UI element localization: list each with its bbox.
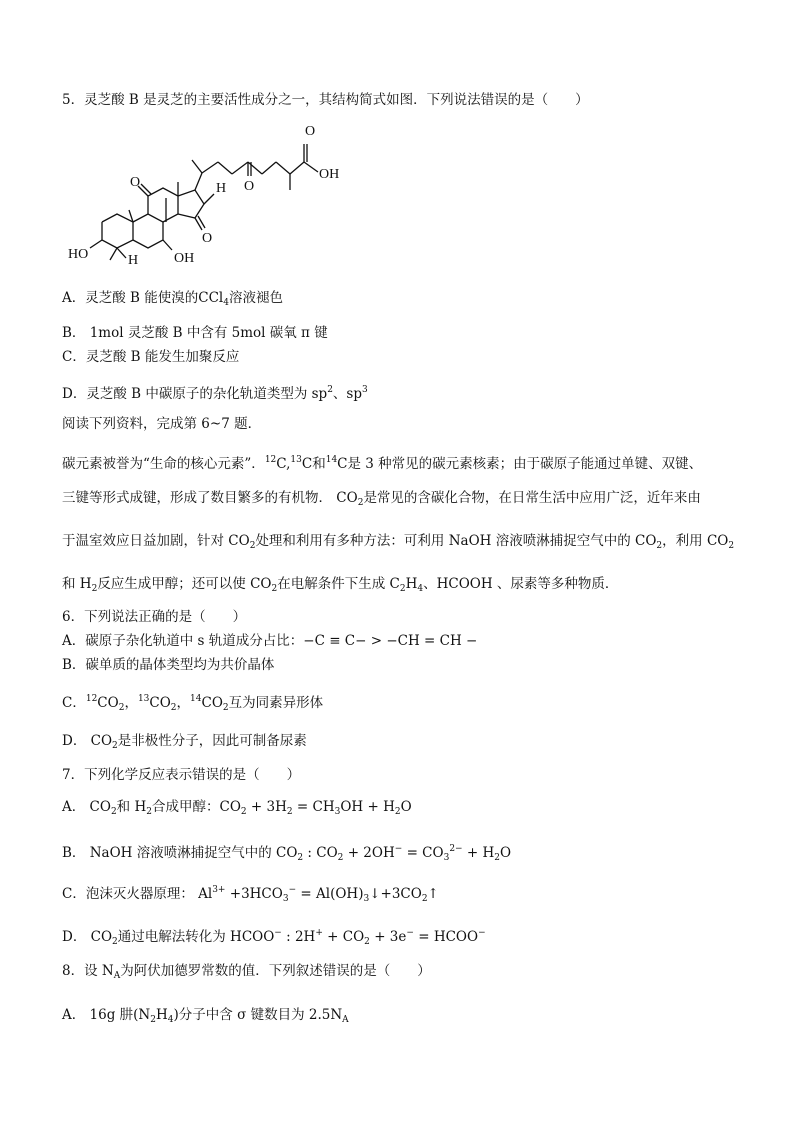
structure-o-acid: O (305, 124, 316, 139)
q7-option-b: B． NaOH 溶液喷淋捕捉空气中的 $CO_2$ : $CO_2 + 2OH^- = CO_3^{2-} + H_2O$ (62, 844, 512, 863)
q7-option-d: D． $CO_2$通过电解法转化为 HCOO− : $2H^+ + CO_2 + 3e^-$ = HCOO− (62, 928, 486, 947)
reading-intro: 阅读下列资料，完成第 6~7 题． (62, 416, 262, 432)
q5-option-d: D．灵芝酸 B 中碳原子的杂化轨道类型为 $sp^2$、$sp^3$ (62, 385, 368, 402)
structure-o-ketone-15: O (202, 231, 213, 246)
structure-o-ketone-11: O (130, 175, 141, 190)
q5-option-c: C．灵芝酸 B 能发生加聚反应 (62, 349, 240, 365)
structure-h-lower: H (128, 253, 139, 268)
q6-stem: 6．下列说法正确的是（ ） (62, 609, 247, 625)
structure-ho-left: HO (68, 247, 89, 262)
q7-stem: 7．下列化学反应表示错误的是（ ） (62, 767, 301, 783)
structure-h-upper: H (216, 181, 227, 196)
q6-option-d: D． $CO_2$是非极性分子，因此可制备尿素 (62, 733, 307, 751)
reading-line-3: 于温室效应日益加剧，针对 $CO_2$处理和利用有多种方法：可利用 NaOH 溶液喷淋捕捉空气中的 $CO_2$，利用 $CO_2$ (62, 533, 735, 551)
reading-line-4: 和 $H_2$反应生成甲醇；还可以使 $CO_2$在电解条件下生成 $C_2H_4$、HCOOH 、尿素等多种物质． (62, 576, 619, 594)
q5-option-a: A．灵芝酸 B 能使溴的CCl$_4$溶液褪色 (62, 290, 283, 308)
q8-option-a: A． 16g 肼$(N_2H_4)$分子中含 σ 键数目为 $2.5N_A$ (62, 1007, 349, 1025)
q7-option-c: C．泡沫灭火器原理： $Al^{3+} +3HCO_3^-$ = $Al(OH)_3↓+3CO_2↑$ (62, 885, 439, 904)
structure-oh-bottom: OH (174, 251, 195, 266)
q7-option-a: A． $CO_2$和 $H_2$合成甲醇：$CO_2 + 3H_2 = CH_3OH + H_2O$ (62, 799, 412, 817)
q5-option-b: B． 1mol 灵芝酸 B 中含有 5mol 碳氧 π 键 (62, 325, 328, 341)
q6-option-c: C．$^{12}CO_2$，$^{13}CO_2$，$^{14}CO_2$互为同素异形体 (62, 694, 324, 713)
q6-option-b: B．碳单质的晶体类型均为共价晶体 (62, 657, 275, 673)
reading-line-2: 三键等形式成键，形成了数目繁多的有机物． $CO_2$是常见的含碳化合物，在日常生活中应用广泛，近年来由 (62, 490, 701, 508)
q8-stem: 8．设 $N_A$为阿伏加德罗常数的值．下列叙述错误的是（ ） (62, 963, 431, 981)
q5-stem: 5．灵芝酸 B 是灵芝的主要活性成分之一，其结构简式如图．下列说法错误的是（ ） (62, 92, 589, 108)
structure-oh-acid: OH (319, 167, 340, 182)
structure-o-ketone-side: O (244, 179, 255, 194)
q6-option-a: A．碳原子杂化轨道中 s 轨道成分占比：−C ≡ C− > −CH = CH − (62, 633, 478, 649)
reading-line-1: 碳元素被誉为“生命的核心元素”．$^{12}$C,$^{13}$C和$^{14}$C是 3 种常见的碳元素核素；由于碳原子能通过单键、双键、 (62, 455, 703, 472)
ganoderic-acid-structure (62, 118, 362, 268)
